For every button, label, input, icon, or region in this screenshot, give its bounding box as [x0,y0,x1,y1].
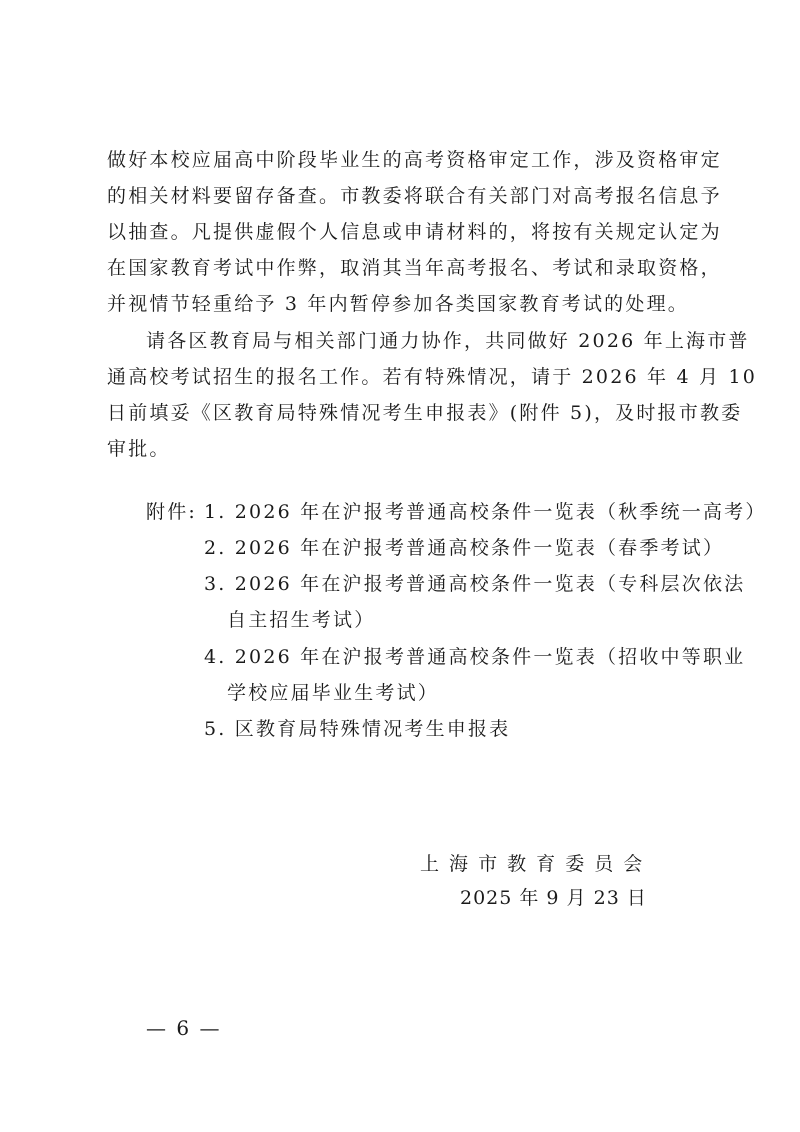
body-line: 做好本校应届高中阶段毕业生的高考资格审定工作，涉及资格审定 [107,149,722,171]
body-line: 以抽查。凡提供虚假个人信息或申请材料的，将按有关规定认定为 [107,221,722,243]
attachment-item: 4. 2026 年在沪报考普通高校条件一览表（招收中等职业 [204,646,746,668]
attachments-label: 附件: [146,501,198,523]
body-line: 在国家教育考试中作弊，取消其当年高考报名、考试和录取资格， [107,257,722,279]
body-line: 的相关材料要留存备查。市教委将联合有关部门对高考报名信息予 [107,185,722,207]
body-line: 请各区教育局与相关部门通力协作，共同做好 2026 年上海市普 [146,330,750,352]
attachment-item: 3. 2026 年在沪报考普通高校条件一览表（专科层次依法 [204,573,746,595]
body-line: 审批。 [107,438,171,460]
body-line: 通高校考试招生的报名工作。若有特殊情况，请于 2026 年 4 月 10 [107,366,758,388]
body-line: 并视情节轻重给予 3 年内暂停参加各类国家教育考试的处理。 [107,293,689,315]
attachment-item-continuation: 学校应届毕业生考试） [227,682,440,704]
attachment-item: 1. 2026 年在沪报考普通高校条件一览表（秋季统一高考） [204,501,767,523]
page-number: — 6 — [146,1016,222,1040]
attachment-item: 2. 2026 年在沪报考普通高校条件一览表（春季考试） [204,537,725,559]
attachment-item-continuation: 自主招生考试） [227,609,376,631]
body-line: 日前填妥《区教育局特殊情况考生申报表》(附件 5)，及时报市教委 [107,402,743,424]
attachment-item: 5. 区教育局特殊情况考生申报表 [204,718,511,740]
signature-org: 上 海 市 教 育 委 员 会 [420,853,645,875]
signature-date: 2025 年 9 月 23 日 [460,887,647,909]
